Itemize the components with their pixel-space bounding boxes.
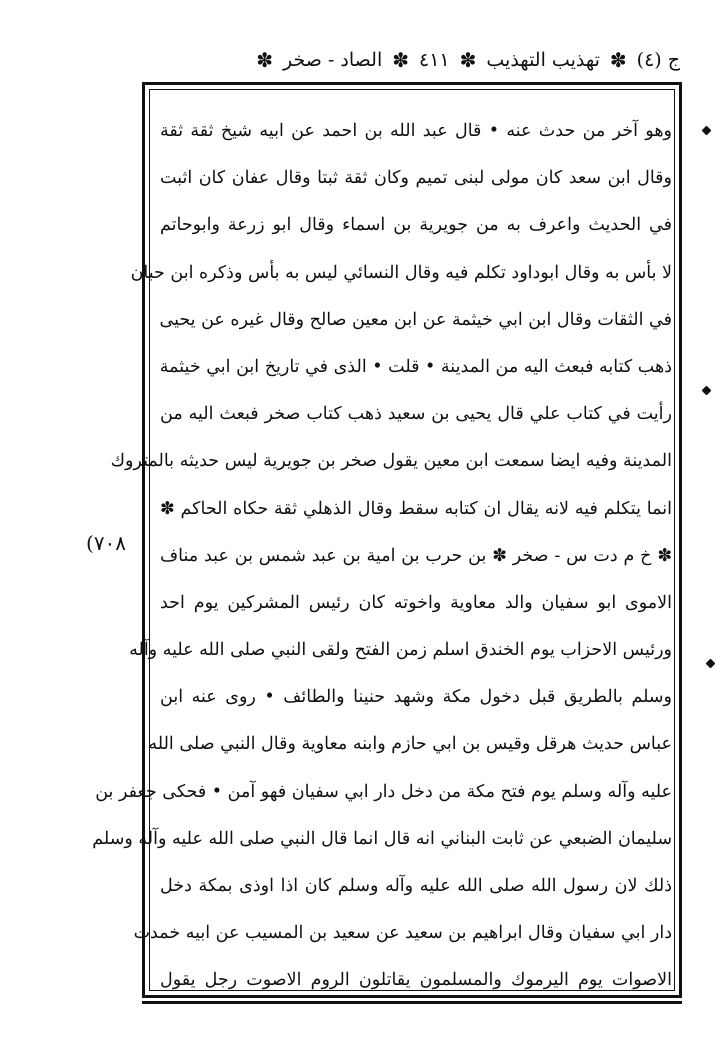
text-line: الاموى ابو سفيان والد معاوية واخوته كان رئيس المشركين يوم احد	[160, 592, 672, 613]
ornament-icon: ✽	[459, 48, 477, 72]
ornament-icon: ✽	[609, 48, 627, 72]
margin-dot	[706, 659, 716, 669]
text-line: دار ابي سفيان وقال ابراهيم بن سعيد عن سعيد بن المسيب عن ابيه خمدت	[133, 923, 672, 944]
text-line: سليمان الضبعي عن ثابت البناني انه قال انما قال النبي صلى الله عليه وآله وسلم	[92, 828, 672, 849]
section-title: الصاد - صخر	[283, 49, 383, 71]
margin-dot	[702, 126, 712, 136]
page-number: ٤١١	[419, 49, 450, 71]
text-line: وقال ابن سعد كان مولى لبنى تميم وكان ثقة ثبتا وقال عفان كان اثبت	[160, 168, 672, 189]
text-line: الاصوات يوم اليرموك والمسلمون يقاتلون الروم الاصوت رجل يقول	[160, 970, 672, 991]
text-line: ✽ خ م دت س - صخر ✽ بن حرب بن امية بن عبد شمس بن عبد مناف	[160, 545, 672, 566]
text-line: عليه وآله وسلم يوم فتح مكة من دخل دار ابي سفيان فهو آمن • فحكى جعفر بن	[95, 781, 672, 802]
volume-label: ج (٤)	[636, 49, 680, 71]
ornament-icon: ✽	[392, 48, 409, 72]
entry-number: (٧٠٨	[86, 531, 127, 555]
text-line: لا بأس به وقال ابوداود تكلم فيه وقال النسائي ليس به بأس وذكره ابن حبان	[130, 262, 672, 283]
text-line: رأيت في كتاب علي قال يحيى بن سعيد ذهب كتاب صخر فبعث اليه من	[160, 404, 672, 425]
book-title: تهذيب التهذيب	[486, 49, 600, 71]
text-line: ورئيس الاحزاب يوم الخندق اسلم زمن الفتح ولقى النبي صلى الله عليه وآله	[129, 640, 672, 661]
text-line: ذلك لان رسول الله صلى الله عليه وآله وسلم كان اذا اوذى بمكة دخل	[160, 876, 672, 896]
text-line: انما يتكلم فيه لانه يقال ان كتابه سقط وقال الذهلي ثقة حكاه الحاكم ✽	[160, 498, 672, 519]
margin-dot	[702, 386, 712, 396]
text-line: وهو آخر من حدث عنه • قال عبد الله بن احمد عن ابيه شيخ ثقة ثقة	[160, 121, 672, 141]
text-line: المدينة وفيه ايضا سمعت ابن معين يقول صخر بن جويرية ليس حديثه بالمتروك	[110, 451, 672, 472]
running-header	[150, 40, 680, 80]
text-line: ذهب كتابه فبعث اليه من المدينة • قلت • الذى في تاريخ ابن ابي خيثمة	[159, 356, 672, 377]
text-line: عباس حديث هرقل وقيس بن ابي حازم وابنه معاوية وقال النبي صلى الله	[148, 734, 672, 755]
text-line: في الثقات وقال ابن ابي خيثمة عن ابن معين صالح وقال غيره عن يحيى	[159, 309, 672, 330]
text-line: وسلم بالطريق قبل دخول مكة وشهد حنينا والطائف • روى عنه ابن	[160, 687, 672, 708]
text-line: في الحديث واعرف به من جويرية بن اسماء وقال ابو زرعة وابوحاتم	[160, 215, 672, 236]
ornament-icon: ✽	[256, 48, 274, 72]
